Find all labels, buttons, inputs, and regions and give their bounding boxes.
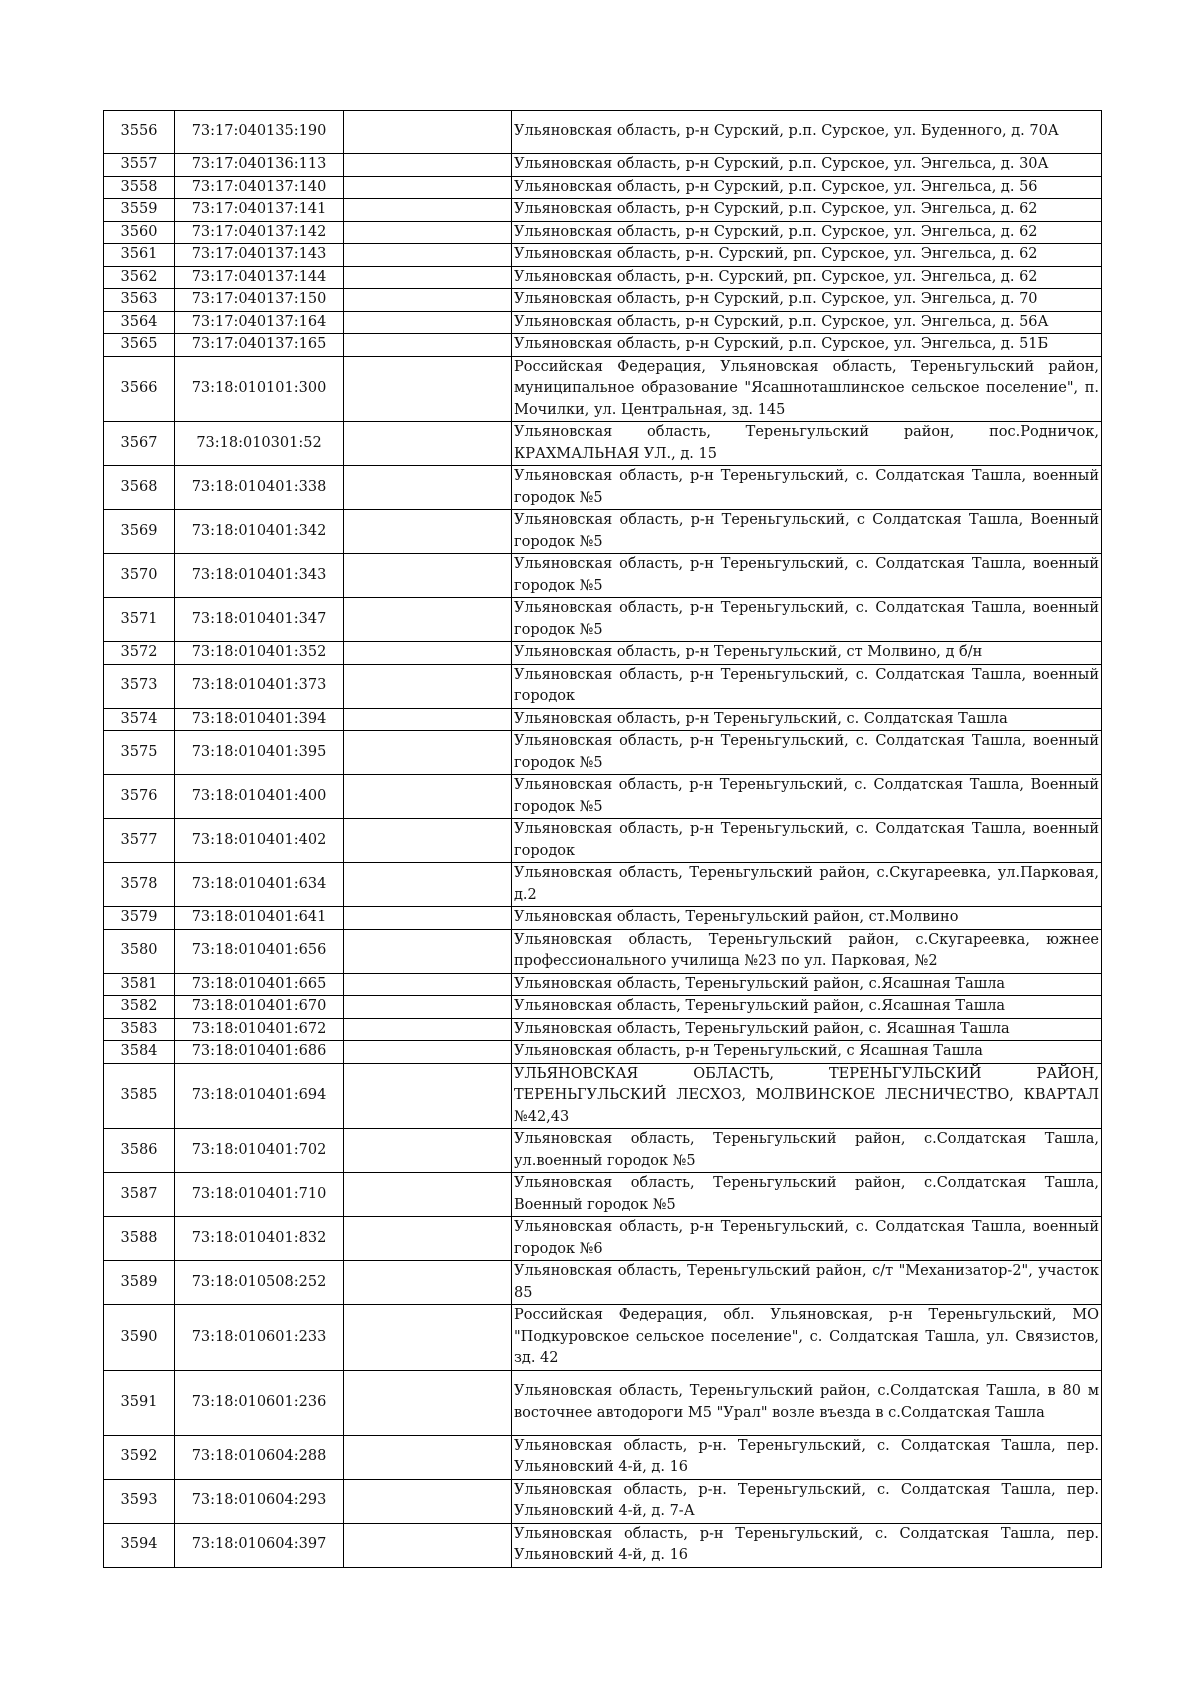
empty-cell — [344, 1173, 512, 1217]
address-cell: Ульяновская область, р-н Тереньгульский, с Солдатская Ташла, Военный городок №5 — [512, 510, 1102, 554]
address-cell: Ульяновская область, р-н. Сурский, рп. Сурское, ул. Энгельса, д. 62 — [512, 244, 1102, 267]
row-number-cell: 3581 — [104, 973, 175, 996]
row-number-cell: 3557 — [104, 154, 175, 177]
address-cell: Ульяновская область, р-н Тереньгульский, с Ясашная Ташла — [512, 1041, 1102, 1064]
row-number-cell: 3574 — [104, 708, 175, 731]
table-row — [104, 334, 1102, 357]
address-cell: Ульяновская область, р-н Тереньгульский, с. Солдатская Ташла, военный городок №5 — [512, 466, 1102, 510]
empty-cell — [344, 266, 512, 289]
empty-cell — [344, 973, 512, 996]
empty-cell — [344, 598, 512, 642]
table-row — [104, 154, 1102, 177]
address-cell: Ульяновская область, р-н Тереньгульский, с. Солдатская Ташла, военный городок №5 — [512, 554, 1102, 598]
row-number-cell: 3579 — [104, 907, 175, 930]
empty-cell — [344, 356, 512, 422]
address-cell: Ульяновская область, р-н. Сурский, рп. Сурское, ул. Энгельса, д. 62 — [512, 266, 1102, 289]
table-row — [104, 1173, 1102, 1217]
address-cell: Ульяновская область, р-н Тереньгульский, с. Солдатская Ташла, военный городок — [512, 664, 1102, 708]
row-number-cell: 3591 — [104, 1370, 175, 1435]
empty-cell — [344, 907, 512, 930]
row-number-cell: 3583 — [104, 1018, 175, 1041]
row-number-cell: 3565 — [104, 334, 175, 357]
table-row — [104, 1217, 1102, 1261]
row-number-cell: 3576 — [104, 775, 175, 819]
address-cell: Ульяновская область, р-н Сурский, р.п. Сурское, ул. Энгельса, д. 56 — [512, 176, 1102, 199]
cadastral-number-cell: 73:17:040137:143 — [175, 244, 344, 267]
address-cell: Ульяновская область, Тереньгульский район, с.Солдатская Ташла, Военный городок №5 — [512, 1173, 1102, 1217]
cadastral-number-cell: 73:18:010401:394 — [175, 708, 344, 731]
cadastral-number-cell: 73:18:010401:702 — [175, 1129, 344, 1173]
row-number-cell: 3582 — [104, 996, 175, 1019]
empty-cell — [344, 1435, 512, 1479]
address-cell: Ульяновская область, Тереньгульский район, с. Ясашная Ташла — [512, 1018, 1102, 1041]
row-number-cell: 3587 — [104, 1173, 175, 1217]
empty-cell — [344, 1063, 512, 1129]
table-row — [104, 1063, 1102, 1129]
table-row — [104, 1261, 1102, 1305]
table-row — [104, 111, 1102, 154]
empty-cell — [344, 1217, 512, 1261]
row-number-cell: 3590 — [104, 1305, 175, 1371]
address-cell: Ульяновская область, р-н Тереньгульский, с. Солдатская Ташла, военный городок — [512, 819, 1102, 863]
cadastral-number-cell: 73:18:010604:397 — [175, 1523, 344, 1567]
row-number-cell: 3558 — [104, 176, 175, 199]
row-number-cell: 3561 — [104, 244, 175, 267]
empty-cell — [344, 154, 512, 177]
empty-cell — [344, 1479, 512, 1523]
cadastral-number-cell: 73:17:040137:150 — [175, 289, 344, 312]
empty-cell — [344, 775, 512, 819]
row-number-cell: 3594 — [104, 1523, 175, 1567]
empty-cell — [344, 1018, 512, 1041]
empty-cell — [344, 819, 512, 863]
cadastral-number-cell: 73:17:040137:164 — [175, 311, 344, 334]
address-cell: Ульяновская область, р-н Тереньгульский, с. Солдатская Ташла, Военный городок №5 — [512, 775, 1102, 819]
empty-cell — [344, 176, 512, 199]
cadastral-number-cell: 73:17:040137:144 — [175, 266, 344, 289]
cadastral-number-cell: 73:18:010401:670 — [175, 996, 344, 1019]
table-row — [104, 1479, 1102, 1523]
address-cell: Ульяновская область, р-н Сурский, р.п. Сурское, ул. Буденного, д. 70А — [512, 111, 1102, 154]
row-number-cell: 3577 — [104, 819, 175, 863]
cadastral-number-cell: 73:17:040136:113 — [175, 154, 344, 177]
cadastral-number-cell: 73:18:010604:288 — [175, 1435, 344, 1479]
address-cell: Ульяновская область, р-н. Тереньгульский, с. Солдатская Ташла, пер. Ульяновский 4-й, д. 7-А — [512, 1479, 1102, 1523]
table-row — [104, 1018, 1102, 1041]
cadastral-number-cell: 73:18:010401:634 — [175, 863, 344, 907]
cadastral-number-cell: 73:18:010401:400 — [175, 775, 344, 819]
table-row — [104, 221, 1102, 244]
row-number-cell: 3589 — [104, 1261, 175, 1305]
table-row — [104, 863, 1102, 907]
row-number-cell: 3571 — [104, 598, 175, 642]
cadastral-number-cell: 73:18:010401:672 — [175, 1018, 344, 1041]
empty-cell — [344, 466, 512, 510]
cadastral-number-cell: 73:18:010301:52 — [175, 422, 344, 466]
table-row — [104, 1435, 1102, 1479]
row-number-cell: 3563 — [104, 289, 175, 312]
address-cell: Ульяновская область, Тереньгульский район, с.Ясашная Ташла — [512, 996, 1102, 1019]
row-number-cell: 3567 — [104, 422, 175, 466]
address-cell: Ульяновская область, р-н Сурский, р.п. Сурское, ул. Энгельса, д. 70 — [512, 289, 1102, 312]
table-row — [104, 356, 1102, 422]
row-number-cell: 3586 — [104, 1129, 175, 1173]
empty-cell — [344, 289, 512, 312]
cadastral-number-cell: 73:18:010401:402 — [175, 819, 344, 863]
row-number-cell: 3573 — [104, 664, 175, 708]
address-cell: Ульяновская область, Тереньгульский район, с.Солдатская Ташла, в 80 м восточнее автодороги М5 "Урал" возле въезда в с.Солдатская Ташла — [512, 1370, 1102, 1435]
row-number-cell: 3562 — [104, 266, 175, 289]
table-row — [104, 176, 1102, 199]
empty-cell — [344, 510, 512, 554]
empty-cell — [344, 221, 512, 244]
cadastral-number-cell: 73:18:010601:233 — [175, 1305, 344, 1371]
table-row — [104, 907, 1102, 930]
cadastral-number-cell: 73:18:010401:641 — [175, 907, 344, 930]
address-cell: Ульяновская область, р-н Тереньгульский, с. Солдатская Ташла — [512, 708, 1102, 731]
row-number-cell: 3580 — [104, 929, 175, 973]
empty-cell — [344, 1370, 512, 1435]
table-row — [104, 311, 1102, 334]
row-number-cell: 3568 — [104, 466, 175, 510]
table-row — [104, 929, 1102, 973]
empty-cell — [344, 1041, 512, 1064]
table-row — [104, 973, 1102, 996]
cadastral-number-cell: 73:18:010401:373 — [175, 664, 344, 708]
empty-cell — [344, 996, 512, 1019]
cadastral-number-cell: 73:17:040137:165 — [175, 334, 344, 357]
address-cell: Ульяновская область, р-н Тереньгульский, с. Солдатская Ташла, военный городок №5 — [512, 731, 1102, 775]
empty-cell — [344, 111, 512, 154]
empty-cell — [344, 1261, 512, 1305]
cadastral-number-cell: 73:18:010401:352 — [175, 642, 344, 665]
row-number-cell: 3592 — [104, 1435, 175, 1479]
cadastral-number-cell: 73:17:040137:141 — [175, 199, 344, 222]
table-row — [104, 510, 1102, 554]
row-number-cell: 3560 — [104, 221, 175, 244]
table-row — [104, 775, 1102, 819]
address-cell: Ульяновская область, Тереньгульский район, с.Солдатская Ташла, ул.военный городок №5 — [512, 1129, 1102, 1173]
empty-cell — [344, 863, 512, 907]
table-row — [104, 708, 1102, 731]
row-number-cell: 3569 — [104, 510, 175, 554]
cadastral-number-cell: 73:17:040137:140 — [175, 176, 344, 199]
empty-cell — [344, 664, 512, 708]
table-row — [104, 664, 1102, 708]
address-cell: Ульяновская область, Тереньгульский район, пос.Родничок, КРАХМАЛЬНАЯ УЛ., д. 15 — [512, 422, 1102, 466]
registry-table-body — [104, 111, 1102, 1568]
empty-cell — [344, 642, 512, 665]
address-cell: Ульяновская область, р-н Тереньгульский, с. Солдатская Ташла, пер. Ульяновский 4-й, д. 16 — [512, 1523, 1102, 1567]
table-row — [104, 996, 1102, 1019]
empty-cell — [344, 199, 512, 222]
empty-cell — [344, 1129, 512, 1173]
table-row — [104, 554, 1102, 598]
table-row — [104, 731, 1102, 775]
address-cell: Ульяновская область, р-н Сурский, р.п. Сурское, ул. Энгельса, д. 62 — [512, 221, 1102, 244]
cadastral-number-cell: 73:17:040135:190 — [175, 111, 344, 154]
empty-cell — [344, 334, 512, 357]
row-number-cell: 3578 — [104, 863, 175, 907]
table-row — [104, 289, 1102, 312]
address-cell: Ульяновская область, Тереньгульский район, ст.Молвино — [512, 907, 1102, 930]
cadastral-number-cell: 73:18:010401:686 — [175, 1041, 344, 1064]
address-cell: Ульяновская область, р-н. Тереньгульский, с. Солдатская Ташла, пер. Ульяновский 4-й, д. 16 — [512, 1435, 1102, 1479]
cadastral-number-cell: 73:18:010401:710 — [175, 1173, 344, 1217]
cadastral-number-cell: 73:18:010401:395 — [175, 731, 344, 775]
cadastral-number-cell: 73:18:010508:252 — [175, 1261, 344, 1305]
row-number-cell: 3559 — [104, 199, 175, 222]
cadastral-number-cell: 73:18:010401:342 — [175, 510, 344, 554]
table-row — [104, 1523, 1102, 1567]
property-registry-table — [103, 110, 1102, 1568]
cadastral-number-cell: 73:18:010401:338 — [175, 466, 344, 510]
table-row — [104, 1305, 1102, 1371]
row-number-cell: 3556 — [104, 111, 175, 154]
address-cell: Ульяновская область, Тереньгульский район, с/т "Механизатор-2", участок 85 — [512, 1261, 1102, 1305]
address-cell: Ульяновская область, р-н Тереньгульский, с. Солдатская Ташла, военный городок №5 — [512, 598, 1102, 642]
cadastral-number-cell: 73:18:010401:665 — [175, 973, 344, 996]
table-row — [104, 199, 1102, 222]
cadastral-number-cell: 73:18:010401:656 — [175, 929, 344, 973]
address-cell: Ульяновская область, р-н Тереньгульский, с. Солдатская Ташла, военный городок №6 — [512, 1217, 1102, 1261]
row-number-cell: 3575 — [104, 731, 175, 775]
cadastral-number-cell: 73:17:040137:142 — [175, 221, 344, 244]
table-row — [104, 1129, 1102, 1173]
table-row — [104, 819, 1102, 863]
table-row — [104, 642, 1102, 665]
address-cell: Ульяновская область, р-н Тереньгульский, ст Молвино, д б/н — [512, 642, 1102, 665]
cadastral-number-cell: 73:18:010604:293 — [175, 1479, 344, 1523]
row-number-cell: 3584 — [104, 1041, 175, 1064]
table-row — [104, 1041, 1102, 1064]
address-cell: Ульяновская область, р-н Сурский, р.п. Сурское, ул. Энгельса, д. 51Б — [512, 334, 1102, 357]
empty-cell — [344, 708, 512, 731]
address-cell: Ульяновская область, Тереньгульский район, с.Скугареевка, ул.Парковая, д.2 — [512, 863, 1102, 907]
row-number-cell: 3585 — [104, 1063, 175, 1129]
empty-cell — [344, 244, 512, 267]
empty-cell — [344, 929, 512, 973]
cadastral-number-cell: 73:18:010101:300 — [175, 356, 344, 422]
row-number-cell: 3566 — [104, 356, 175, 422]
cadastral-number-cell: 73:18:010601:236 — [175, 1370, 344, 1435]
table-row — [104, 266, 1102, 289]
table-row — [104, 422, 1102, 466]
row-number-cell: 3588 — [104, 1217, 175, 1261]
table-row — [104, 244, 1102, 267]
row-number-cell: 3570 — [104, 554, 175, 598]
address-cell: Российская Федерация, Ульяновская область, Тереньгульский район, муниципальное образование "Ясашноташлинское сельское поселение", п. Мочилки, ул. Центральная, зд. 145 — [512, 356, 1102, 422]
empty-cell — [344, 731, 512, 775]
cadastral-number-cell: 73:18:010401:343 — [175, 554, 344, 598]
table-row — [104, 466, 1102, 510]
row-number-cell: 3572 — [104, 642, 175, 665]
address-cell: Ульяновская область, р-н Сурский, р.п. Сурское, ул. Энгельса, д. 30А — [512, 154, 1102, 177]
row-number-cell: 3564 — [104, 311, 175, 334]
document-page — [103, 110, 1101, 1568]
cadastral-number-cell: 73:18:010401:832 — [175, 1217, 344, 1261]
address-cell: Ульяновская область, р-н Сурский, р.п. Сурское, ул. Энгельса, д. 62 — [512, 199, 1102, 222]
empty-cell — [344, 1523, 512, 1567]
empty-cell — [344, 311, 512, 334]
address-cell: УЛЬЯНОВСКАЯ ОБЛАСТЬ, ТЕРЕНЬГУЛЬСКИЙ РАЙОН, ТЕРЕНЬГУЛЬСКИЙ ЛЕСХОЗ, МОЛВИНСКОЕ ЛЕСНИЧЕСТВО, КВАРТАЛ №42,43 — [512, 1063, 1102, 1129]
table-row — [104, 598, 1102, 642]
empty-cell — [344, 1305, 512, 1371]
address-cell: Ульяновская область, Тереньгульский район, с.Скугареевка, южнее профессионального училища №23 по ул. Парковая, №2 — [512, 929, 1102, 973]
table-row — [104, 1370, 1102, 1435]
empty-cell — [344, 554, 512, 598]
empty-cell — [344, 422, 512, 466]
cadastral-number-cell: 73:18:010401:347 — [175, 598, 344, 642]
address-cell: Ульяновская область, Тереньгульский район, с.Ясашная Ташла — [512, 973, 1102, 996]
cadastral-number-cell: 73:18:010401:694 — [175, 1063, 344, 1129]
address-cell: Ульяновская область, р-н Сурский, р.п. Сурское, ул. Энгельса, д. 56А — [512, 311, 1102, 334]
address-cell: Российская Федерация, обл. Ульяновская, р-н Тереньгульский, МО "Подкуровское сельское поселение", с. Солдатская Ташла, ул. Связистов, зд. 42 — [512, 1305, 1102, 1371]
row-number-cell: 3593 — [104, 1479, 175, 1523]
